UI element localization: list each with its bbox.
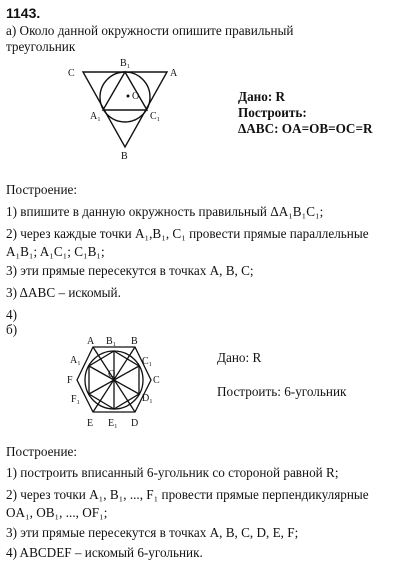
part-b-step: 1) построить вписанный 6-угольник со стороной равной R;	[6, 465, 339, 480]
label-hex-a: A	[87, 336, 95, 347]
inscribed-circle	[100, 72, 150, 122]
part-a-construct-label: Построить:	[238, 105, 307, 120]
label-c: C	[68, 68, 75, 79]
part-a-title-line1: а) Около данной окружности опишите правильный	[6, 23, 294, 38]
part-a-step: 3) эти прямые пересекутся в точках A, B, C;	[6, 263, 254, 278]
label-hex-a1: A₁	[70, 355, 81, 366]
part-b-construction-title: Построение:	[6, 444, 78, 459]
label-b: B	[121, 151, 128, 162]
part-a-construction-title: Построение:	[6, 182, 78, 197]
label-a: A	[170, 68, 178, 79]
label-b1: B₁	[120, 58, 131, 69]
label-a1: A₁	[90, 111, 101, 122]
label-c1: C₁	[150, 111, 161, 122]
label-hex-c1: C₁	[142, 356, 153, 367]
part-a-step: A₁B₁; A₁C₁; C₁B₁;	[6, 244, 105, 259]
problem-number: 1143.	[6, 5, 41, 21]
part-b-title: б)	[6, 322, 18, 337]
part-a-given: Дано: R	[238, 89, 286, 104]
part-a-construct-target: ΔABC: OA=OB=OC=R	[238, 121, 373, 136]
label-o: O	[132, 91, 140, 102]
part-b-step: 4) ABCDEF – искомый 6-угольник.	[6, 545, 203, 560]
label-hex-o: O	[108, 369, 116, 380]
part-b-given: Дано: R	[217, 350, 262, 365]
label-hex-d1: D₁	[142, 393, 153, 404]
part-b-step: OA₁, OB₁, ..., OF₁;	[6, 505, 108, 520]
label-hex-d: D	[131, 418, 139, 429]
label-hex-e1: E₁	[108, 418, 118, 429]
label-hex-b: B	[131, 336, 138, 347]
label-hex-c: C	[153, 375, 160, 386]
label-hex-f: F	[67, 375, 73, 386]
triangle-figure	[60, 55, 190, 165]
label-hex-b1: B₁	[106, 336, 117, 347]
hexagon-figure	[60, 333, 170, 433]
label-hex-e: E	[87, 418, 94, 429]
part-a-title-line2: треугольник	[6, 39, 76, 54]
part-b-step: 3) эти прямые пересекутся в точках A, B, C, D, E, F;	[6, 525, 299, 540]
label-hex-f1: F₁	[71, 394, 81, 405]
part-b-step: 2) через точки A₁, B₁, ..., F₁ провести прямые перпендикулярные	[6, 487, 369, 502]
part-a-step: 2) через каждые точки A₁,B₁, C₁ провести прямые параллельные	[6, 226, 369, 241]
part-a-step: 4)	[6, 307, 17, 322]
center-point	[127, 95, 130, 98]
part-a-step: 1) впишите в данную окружность правильный ΔA₁B₁C₁;	[6, 204, 324, 219]
part-a-step: 3) ΔABC – искомый.	[6, 285, 121, 300]
part-b-construct: Построить: 6-угольник	[217, 384, 347, 399]
